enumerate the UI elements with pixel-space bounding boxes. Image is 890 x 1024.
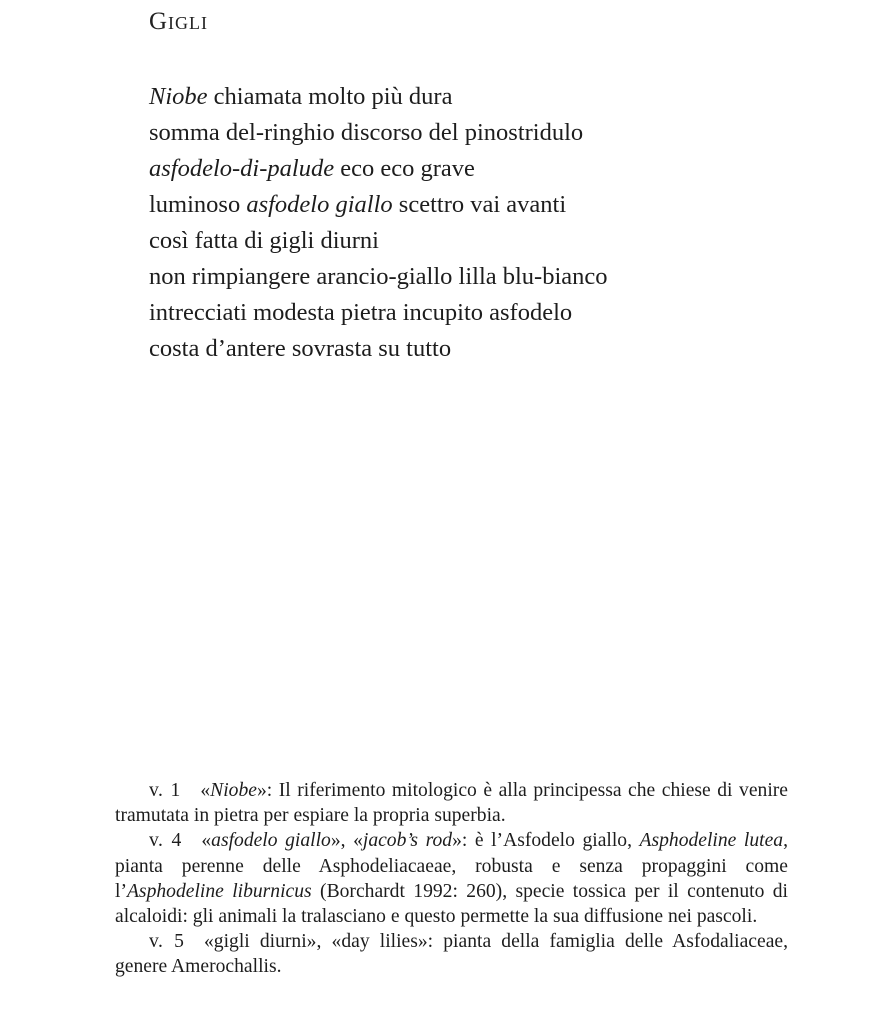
poem-line (149, 151, 608, 187)
footnote-text: , pianta perenne delle Asphodeliacaeae, robusta e senza propaggini come l’ (115, 830, 789, 902)
poem-line (149, 259, 608, 295)
footnote-verse-ref: v. 5 (149, 931, 185, 953)
footnote-verse-ref: v. 1 (149, 780, 181, 801)
poem-line (149, 331, 608, 367)
poem-text: chiamata molto più dura (207, 83, 453, 110)
poem-line (149, 223, 608, 259)
footnote-text: « (201, 830, 212, 852)
poem-line (149, 295, 608, 331)
footnote-italic-text: jacob’s rod (362, 830, 453, 852)
footnote-italic-text: asfodelo giallo (211, 830, 331, 852)
poem-text: eco eco grave (334, 155, 475, 182)
footnotes (115, 778, 788, 980)
footnote-italic-text: Asphodeline liburnicus (126, 880, 312, 902)
poem-line (149, 79, 608, 115)
poem-text: somma del-ringhio discorso del pinostridulo (149, 119, 584, 146)
poem-text: scettro vai avanti (392, 191, 567, 218)
footnote-italic-text: Asphodeline lutea (639, 830, 784, 852)
footnote-text: », « (330, 830, 363, 852)
page-title: Gigli (149, 8, 209, 35)
footnote (115, 929, 788, 979)
poem-italic-text: asfodelo giallo (246, 191, 393, 218)
footnote-text: «gigli diurni», «day lilies»: pianta della famiglia delle Asfodaliaceae, genere Amerochallis. (115, 931, 788, 978)
poem-italic-text: Niobe (149, 83, 208, 110)
poem-text: costa d’antere sovrasta su tutto (149, 335, 452, 362)
footnote-text: « (200, 780, 211, 801)
footnote (115, 778, 788, 828)
poem-text: luminoso (149, 191, 247, 218)
poem-italic-text: asfodelo-di-palude (149, 155, 335, 182)
footnote-text: »: è l’Asfodelo giallo, (452, 830, 640, 852)
poem-line (149, 187, 608, 223)
footnote-text: (Borchardt 1992: 260), specie tossica per il contenuto di alcaloidi: gli animali la tralasciano e questo permette la sua diffusione nei pascoli. (115, 880, 788, 928)
poem-text: non rimpiangere arancio-giallo lilla blu-bianco (149, 263, 608, 290)
footnote-verse-ref: v. 4 (149, 830, 182, 852)
poem-line (149, 115, 608, 151)
poem-text: intrecciati modesta pietra incupito asfodelo (149, 299, 573, 326)
footnote (115, 828, 788, 929)
poem (149, 79, 608, 367)
poem-text: così fatta di gigli diurni (149, 227, 379, 254)
footnote-text: »: Il riferimento mitologico è alla principessa che chiese di venire tramutata in pietra per espiare la propria superbia. (115, 780, 788, 827)
footnote-italic-text: Niobe (210, 780, 257, 801)
